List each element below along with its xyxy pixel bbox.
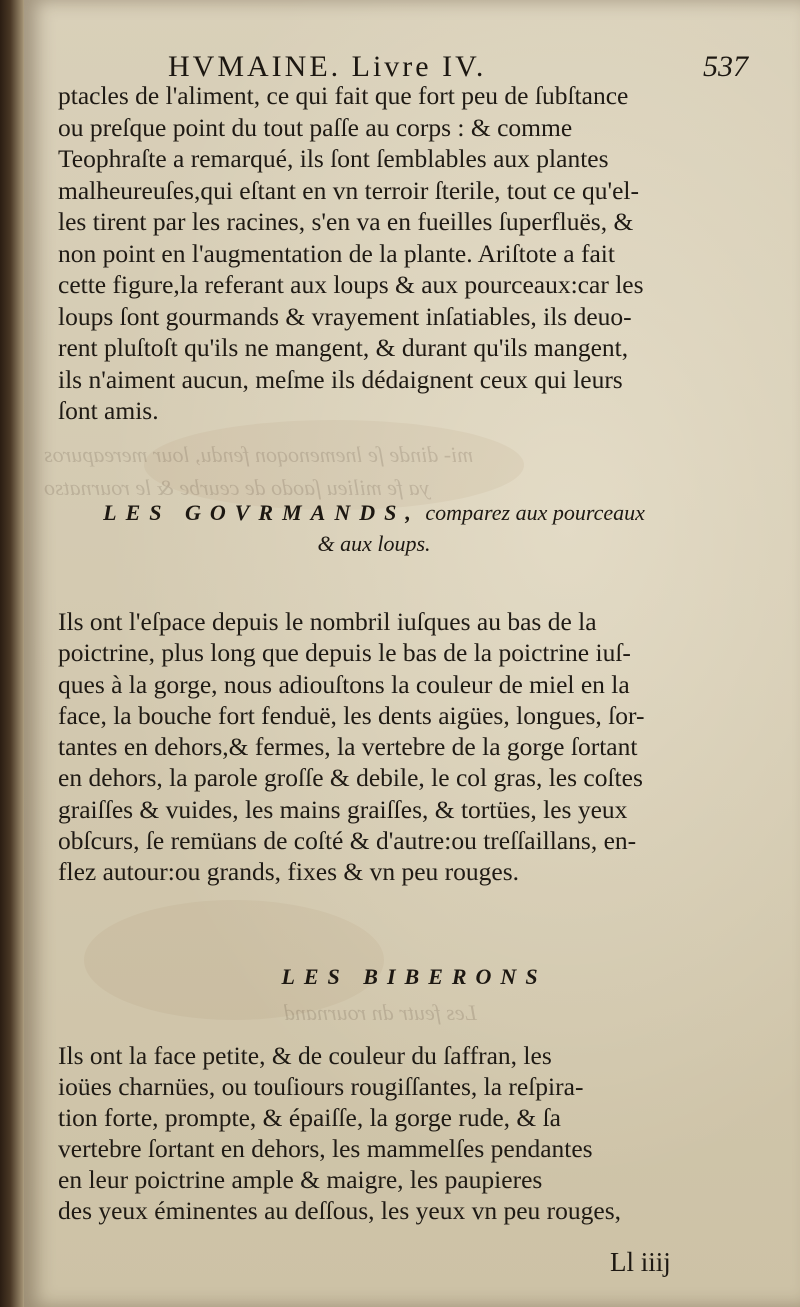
text-line: flez autour:ou grands, fixes & vn peu rouges. xyxy=(58,857,520,887)
text-line: les tirent par les racines, s'en va en fueilles ſuperfluës, & xyxy=(58,207,634,236)
book-page xyxy=(24,0,800,1307)
heading-line-2: & aux loups. xyxy=(317,531,431,556)
text-line: des yeux éminentes au deſſous, les yeux vn peu rouges, xyxy=(58,1196,621,1225)
text-line: poictrine, plus long que depuis le bas de la poictrine iuſ- xyxy=(58,638,631,668)
paragraph-biberons xyxy=(58,1040,748,1226)
show-through-text: Les feutr dn rournand xyxy=(284,1000,477,1025)
text-line: face, la bouche fort fenduë, les dents aigües, longues, ſor- xyxy=(58,700,645,730)
paragraph-gourmands xyxy=(58,606,748,888)
book-binding xyxy=(0,0,26,1307)
heading-caps: LES BIBERONS xyxy=(281,964,547,989)
text-line: vertebre ſortant en dehors, les mammelſes pendantes xyxy=(58,1134,593,1163)
show-through-text: ya fe milieu ſaodo de ceurbe & le rournatso xyxy=(44,475,430,500)
text-line: tion forte, prompte, & épaiſſe, la gorge rude, & ſa xyxy=(58,1103,562,1132)
paragraph-gluttons-intro xyxy=(58,80,748,427)
text-line: en leur poictrine ample & maigre, les paupieres xyxy=(58,1165,543,1194)
section-heading-biberons xyxy=(264,964,564,990)
text-line: en dehors, la parole groſſe & debile, le col gras, les coſtes xyxy=(58,763,643,793)
text-line: tantes en dehors,& fermes, la vertebre de la gorge ſortant xyxy=(58,732,638,762)
running-head-title: HVMAINE. Livre IV. xyxy=(168,50,487,83)
text-line: ioües charnües, ou touſiours rougiſſantes, la reſpira- xyxy=(58,1072,584,1101)
heading-rest: comparez aux pourceaux xyxy=(425,500,645,525)
text-line: Ils ont l'eſpace depuis le nombril iuſques au bas de la xyxy=(58,607,597,636)
page-number: 537 xyxy=(703,50,748,83)
text-line: ou preſque point du tout paſſe au corps : & comme xyxy=(58,112,573,142)
text-line: malheureuſes,qui eſtant en vn terroir ſterile, tout ce qu'el- xyxy=(58,175,639,205)
text-line: graiſſes & vuides, les mains graiſſes, & tortües, les yeux xyxy=(58,794,628,824)
text-line: Ils ont la face petite, & de couleur du ſaffran, les xyxy=(58,1041,552,1070)
text-line: non point en l'augmentation de la plante. Ariſtote a fait xyxy=(58,238,615,268)
text-line: ques à la gorge, nous adiouſtons la couleur de miel en la xyxy=(58,669,630,699)
text-line: ils n'aiment aucun, meſme ils dédaignent ceux qui leurs xyxy=(58,364,623,394)
text-line: ſont amis. xyxy=(58,396,159,425)
text-line: rent pluſtoſt qu'ils ne mangent, & durant qu'ils mangent, xyxy=(58,333,629,362)
section-heading-gourmands xyxy=(64,497,684,559)
text-line: Teophraſte a remarqué, ils ſont ſemblables aux plantes xyxy=(58,144,609,173)
text-line: obſcurs, ſe remüans de coſté & d'autre:ou treſſaillans, en- xyxy=(58,826,637,856)
text-line: ptacles de l'aliment, ce qui fait que fort peu de ſubſtance xyxy=(58,81,629,110)
signature-mark: Ll iiij xyxy=(610,1247,671,1277)
text-line: cette figure,la referant aux loups & aux pourceaux:car les xyxy=(58,270,644,299)
show-through-text: mi- dinde ſe lnemenoqon fendu, lour mereapuros xyxy=(44,442,474,467)
text-line: loups ſont gourmands & vrayement inſatiables, ils deuo- xyxy=(58,301,632,331)
heading-caps: LES GOVRMANDS, xyxy=(103,500,420,525)
